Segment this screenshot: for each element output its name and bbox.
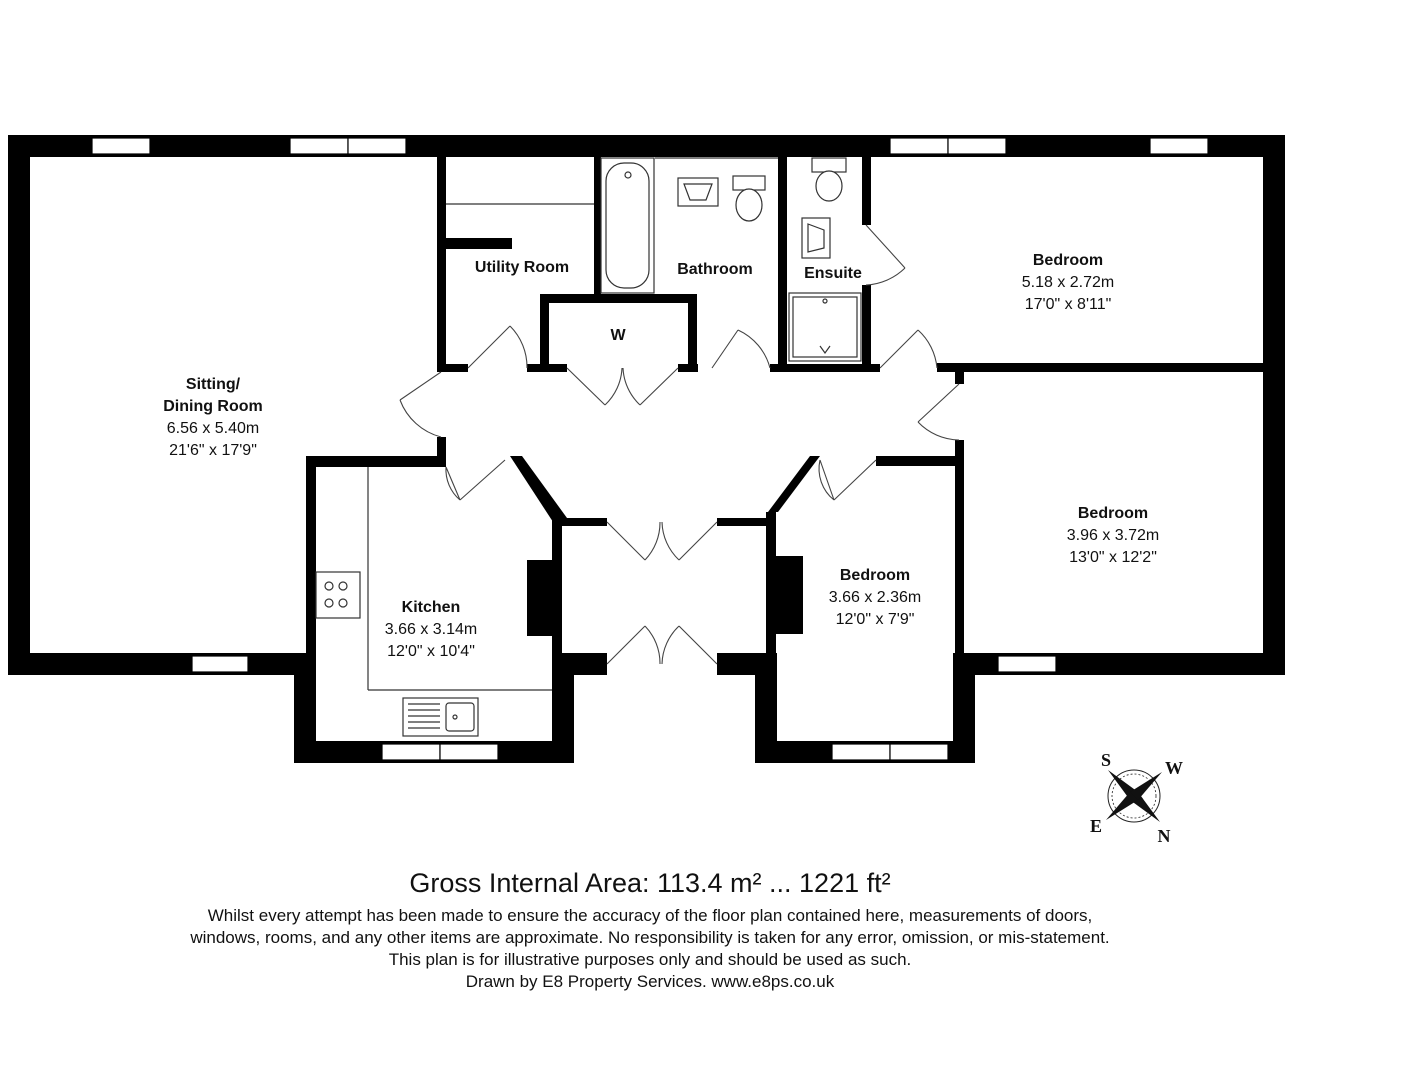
- bath-icon: [601, 158, 654, 293]
- disclaimer-line-2: windows, rooms, and any other items are approximate. No responsibility is taken for any error, omission, or mis-statement.: [190, 928, 1110, 947]
- bedroom-center-imperial: 12'0" x 7'9": [835, 611, 915, 628]
- bedroom-top-right-imperial: 17'0" x 8'11": [1024, 296, 1112, 313]
- wardrobe-name: W: [610, 327, 626, 344]
- compass-n: N: [1157, 826, 1171, 846]
- kitchen-imperial: 12'0" x 10'4": [387, 643, 475, 660]
- toilet-icon: [733, 176, 765, 221]
- shower-icon: [789, 293, 861, 361]
- sink-icon: [678, 178, 718, 206]
- kitchen-metric: 3.66 x 3.14m: [384, 621, 478, 638]
- compass-e: E: [1089, 816, 1103, 836]
- gross-internal-area: Gross Internal Area: 113.4 m² ... 1221 ft²: [409, 868, 891, 898]
- hob-icon: [316, 572, 360, 618]
- compass-icon: [1090, 750, 1183, 846]
- credit-line: Drawn by E8 Property Services. www.e8ps.co.uk: [465, 972, 835, 991]
- kitchen-sink-icon: [403, 698, 478, 736]
- footer: [0, 868, 1300, 993]
- ensuite-sink-icon: [802, 218, 830, 258]
- bedroom-right-name: Bedroom: [1077, 505, 1149, 522]
- sitting-room-imperial: 21'6" x 17'9": [169, 442, 257, 459]
- kitchen-name: Kitchen: [401, 599, 461, 616]
- bedroom-center-metric: 3.66 x 2.36m: [828, 589, 922, 606]
- sitting-room-metric: 6.56 x 5.40m: [166, 420, 260, 437]
- utility-room-name: Utility Room: [474, 259, 570, 276]
- disclaimer-line-3: This plan is for illustrative purposes only and should be used as such.: [388, 950, 912, 969]
- ensuite-name: Ensuite: [804, 265, 862, 282]
- compass-s: S: [1100, 750, 1112, 770]
- compass-w: W: [1165, 758, 1183, 778]
- bedroom-top-right-metric: 5.18 x 2.72m: [1021, 274, 1115, 291]
- sitting-room-name-1: Sitting/: [185, 376, 241, 393]
- interior-walls: [306, 157, 1263, 666]
- bedroom-right-metric: 3.96 x 3.72m: [1066, 527, 1160, 544]
- disclaimer-line-1: Whilst every attempt has been made to ensure the accuracy of the floor plan contained here, measurements of doors,: [207, 906, 1093, 925]
- bedroom-top-right-name: Bedroom: [1032, 252, 1104, 269]
- ensuite-toilet-icon: [812, 158, 846, 201]
- bedroom-right-imperial: 13'0" x 12'2": [1069, 549, 1157, 566]
- sitting-room-name-2: Dining Room: [163, 398, 263, 415]
- bedroom-center-name: Bedroom: [839, 567, 911, 584]
- bathroom-name: Bathroom: [677, 261, 753, 278]
